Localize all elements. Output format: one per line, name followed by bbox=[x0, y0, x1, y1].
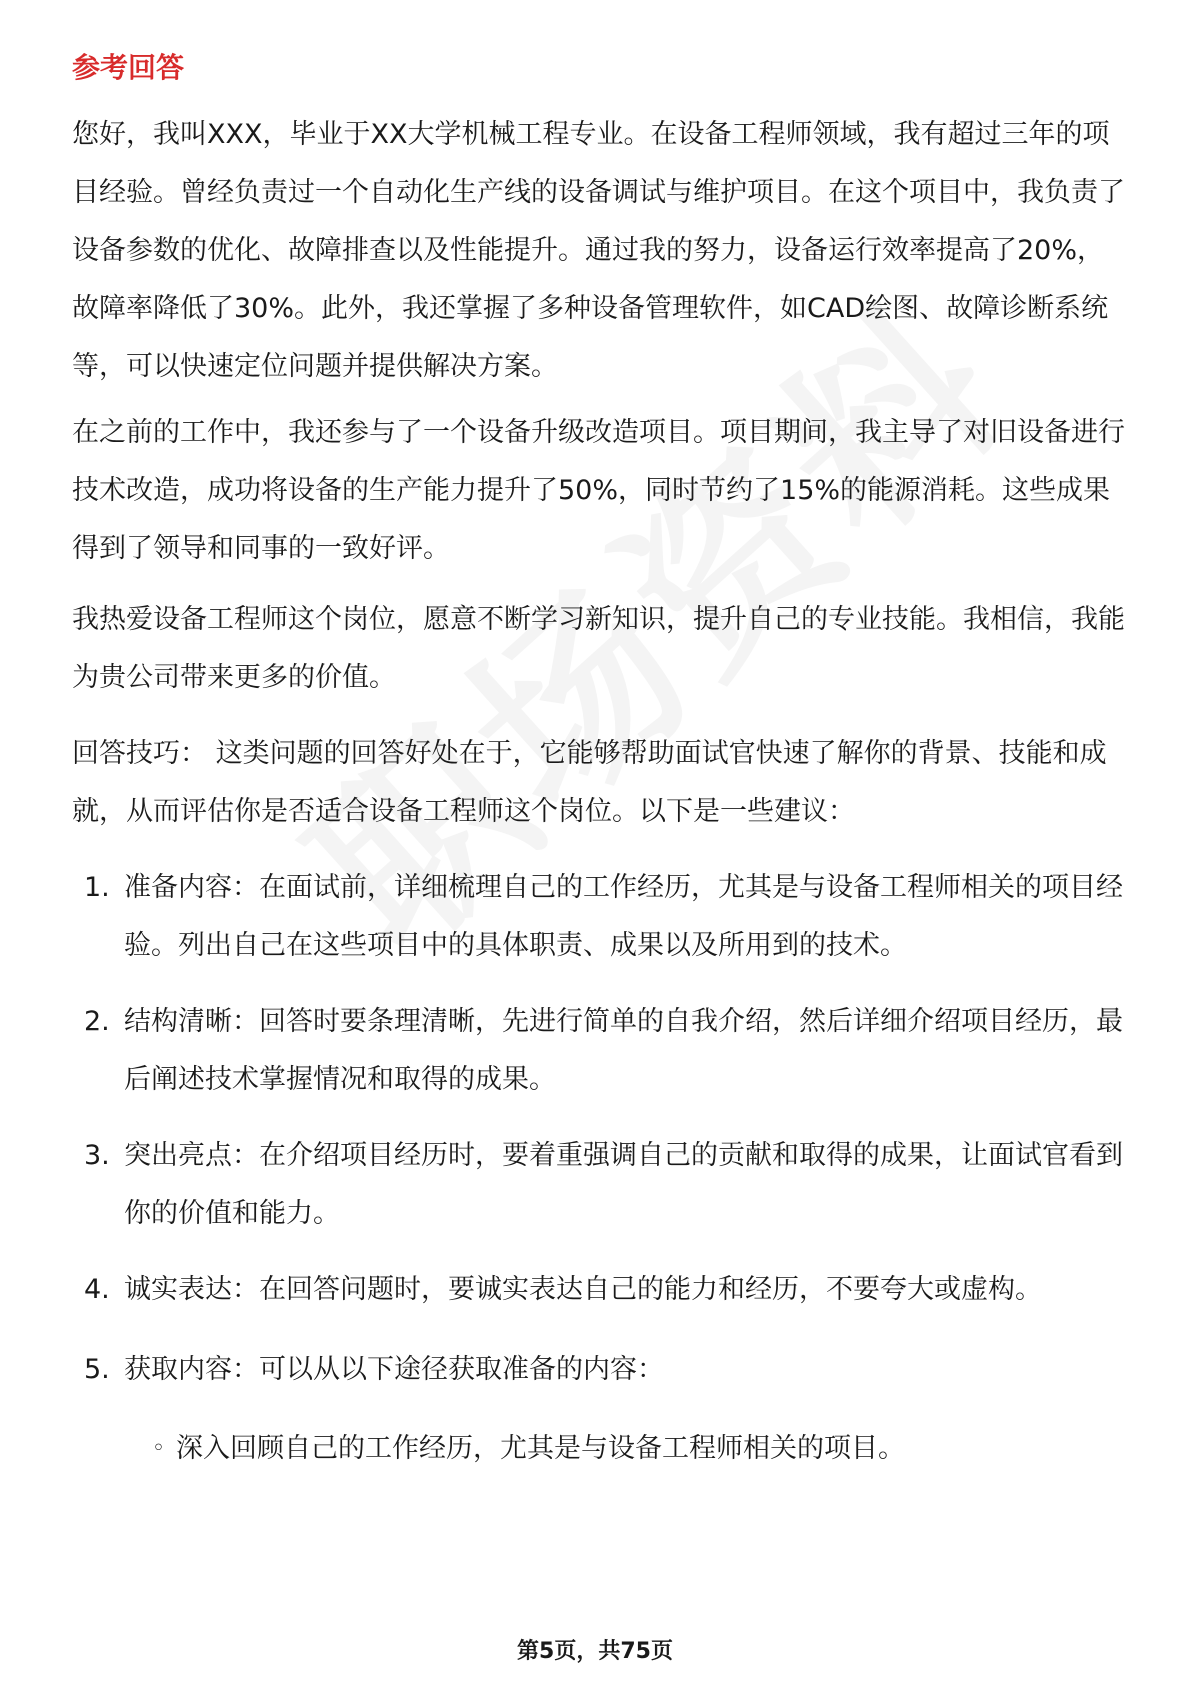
list-number: 5. bbox=[84, 1354, 110, 1385]
list-number: 4. bbox=[84, 1274, 110, 1305]
list-text: 突出亮点：在介绍项目经历时，要着重强调自己的贡献和取得的成果，让面试官看到你的价值和能力。 bbox=[124, 1140, 1123, 1229]
page-number: 第5页，共75页 bbox=[517, 1639, 673, 1664]
list-text: 诚实表达：在回答问题时，要诚实表达自己的能力和经历，不要夸大或虚构。 bbox=[124, 1274, 1042, 1305]
list-number: 3. bbox=[84, 1140, 110, 1171]
list-text: 准备内容：在面试前，详细梳理自己的工作经历，尤其是与设备工程师相关的项目经验。列出自己在这些项目中的具体职责、成果以及所用到的技术。 bbox=[124, 872, 1123, 961]
bullet-icon: ◦ bbox=[152, 1436, 165, 1461]
list-number: 1. bbox=[84, 872, 110, 903]
paragraph-tips: 回答技巧： 这类问题的回答好处在于，它能够帮助面试官快速了解你的背景、技能和成就，从而评估你是否适合设备工程师这个岗位。以下是一些建议： bbox=[72, 738, 1107, 827]
list-text: 结构清晰：回答时要条理清晰，先进行简单的自我介绍，然后详细介绍项目经历，最后阐述技术掌握情况和取得的成果。 bbox=[124, 1006, 1123, 1095]
list-number: 2. bbox=[84, 1006, 110, 1037]
paragraph-intro: 您好，我叫XXX，毕业于XX大学机械工程专业。在设备工程师领域，我有超过三年的项目经验。曾经负责过一个自动化生产线的设备调试与维护项目。在这个项目中，我负责了设备参数的优化、故障排查以及性能提升。通过我的努力，设备运行效率提高了20%，故障率降低了30%。此外，我还掌握了多种设备管理软件，如CAD绘图、故障诊断系统等，可以快速定位问题并提供解决方案。 bbox=[72, 119, 1125, 382]
section-heading: 参考回答 bbox=[72, 51, 185, 84]
list-text: 获取内容：可以从以下途径获取准备的内容： bbox=[124, 1354, 664, 1385]
paragraph-closing: 我热爱设备工程师这个岗位，愿意不断学习新知识，提升自己的专业技能。我相信，我能为贵公司带来更多的价值。 bbox=[72, 604, 1125, 693]
sub-list-text: 深入回顾自己的工作经历，尤其是与设备工程师相关的项目。 bbox=[176, 1433, 905, 1464]
paragraph-project: 在之前的工作中，我还参与了一个设备升级改造项目。项目期间，我主导了对旧设备进行技术改造，成功将设备的生产能力提升了50%，同时节约了15%的能源消耗。这些成果得到了领导和同事的一致好评。 bbox=[72, 417, 1125, 564]
